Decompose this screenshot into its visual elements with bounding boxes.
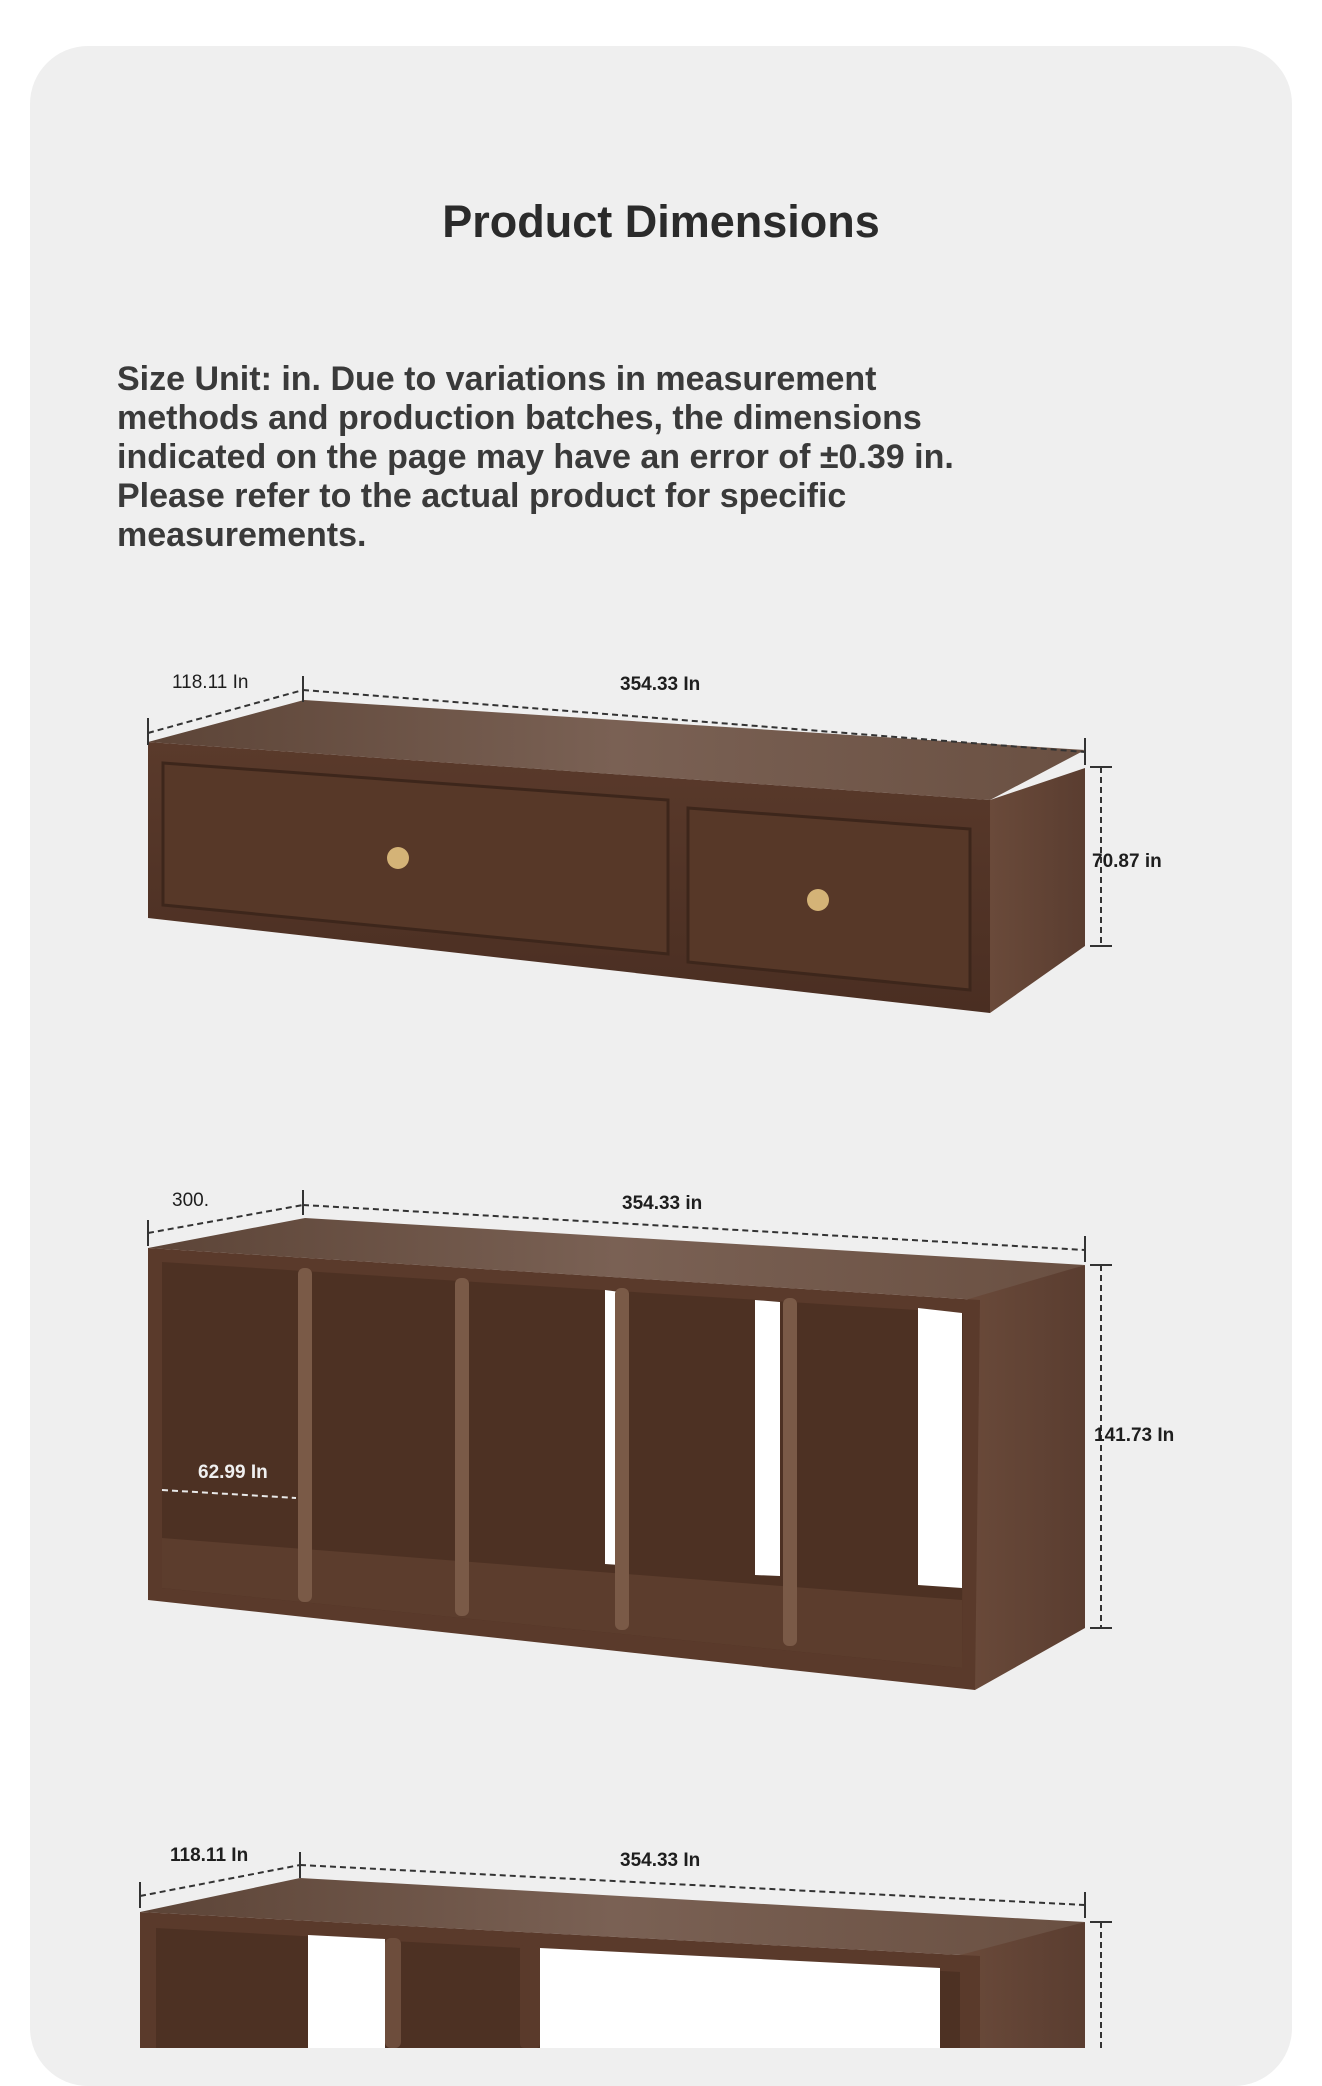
width-label: 354.33 In [620,674,701,695]
depth-label: 300. [172,1190,209,1211]
knob-icon [807,889,829,911]
depth-label: 118.11 In [172,672,249,693]
wall-gap [918,1308,962,1588]
divider [385,1938,401,2048]
wall-gap [308,1935,385,2048]
divider [298,1268,312,1602]
wall-gap [755,1300,780,1576]
drawer-cabinet-image [148,700,1085,1013]
divider [615,1288,629,1630]
drawer-right [688,808,970,990]
size-note: Size Unit: in. Due to variations in measurement methods and production batches, the dimensions indicated on the page may have an error of ±0.39 in. Please refer to the actual product for specific measurements. [117,360,954,554]
knob-icon [387,847,409,869]
depth-label: 118.11 In [170,1845,249,1866]
height-label: 70.87 in [1092,851,1162,872]
divider [783,1298,797,1646]
width-label: 354.33 in [622,1193,703,1214]
divider [520,1945,540,2048]
width-label: 354.33 In [620,1850,701,1871]
shelf-side [965,1265,1085,1690]
cabinet-side [990,768,1085,1013]
open-shelf-image [140,1878,1085,2048]
cubby-shelf-image [148,1218,1085,1690]
height-label: 141.73 In [1094,1425,1175,1446]
inner-height-label: 62.99 In [198,1462,268,1483]
divider [455,1278,469,1616]
page-title: Product Dimensions [442,196,880,247]
